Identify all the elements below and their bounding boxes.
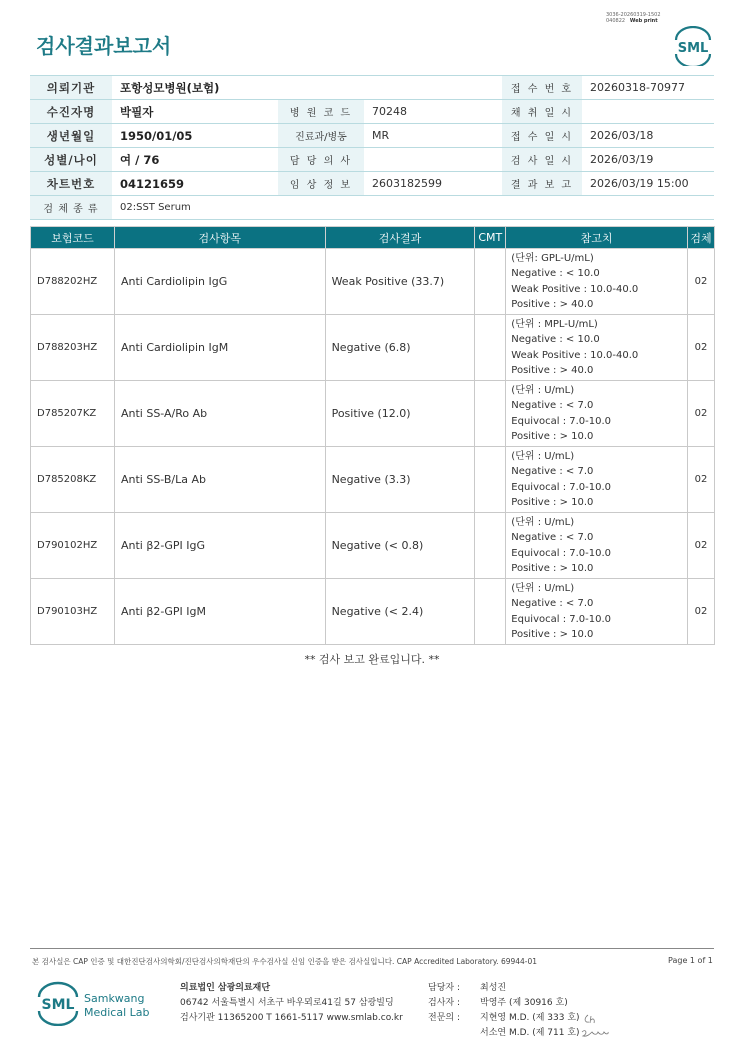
reference-line: Equivocal : 7.0-10.0 [511,613,612,625]
signature-icon [578,1010,618,1040]
test-item-cell: Anti SS-B/La Ab [114,447,325,513]
patient-info-table [30,75,714,220]
birth-date-label: 생년월일 [30,124,112,148]
header-insurance-code: 보험코드 [31,227,115,249]
test-result-cell: Negative (3.3) [325,447,475,513]
requesting-org-label: 의뢰기관 [30,76,112,100]
reference-range-cell [506,315,688,381]
reference-line: Equivocal : 7.0-10.0 [511,481,612,493]
chart-no-value: 04121659 [112,172,278,196]
reference-line: (단위: GPL-U/mL) [511,252,594,264]
cmt-cell [475,315,506,381]
reference-line: Negative : < 7.0 [511,532,594,543]
specimen-label: 검 체 종 류 [30,196,112,220]
test-item-cell: Anti Cardiolipin IgG [114,249,325,315]
certification-note: 본 검사실은 CAP 인증 및 대한진단검사의학회/진단검사의학재단의 우수검사실 신임 인증을 받은 검사실입니다. CAP Accredited Laboratory. 69944-01 [32,957,538,966]
reference-line: (단위 : MPL-U/mL) [511,318,598,330]
staff-role: 담당자 : [428,983,460,993]
test-date-label: 검 사 일 시 [502,148,582,172]
reference-line: Negative : < 7.0 [511,466,594,477]
staff-row [428,1026,580,1041]
header-reference: 참고치 [506,227,688,249]
reference-line: Positive : > 40.0 [511,299,594,310]
reference-line: Positive : > 40.0 [511,365,594,376]
staff-name: 박영주 (제 30916 호) [480,998,568,1008]
test-item-cell: Anti β2-GPI IgM [114,579,325,645]
test-item-cell: Anti SS-A/Ro Ab [114,381,325,447]
hospital-code-label: 병 원 코 드 [278,100,364,124]
insurance-code-cell: D790103HZ [31,579,115,645]
reference-line: Positive : > 10.0 [511,431,594,442]
patient-name-value: 박필자 [112,100,278,124]
results-header-row [31,227,715,249]
patient-name-label: 수진자명 [30,100,112,124]
report-date-label: 결 과 보 고 [502,172,582,196]
result-row [31,579,715,645]
result-row [31,381,715,447]
footer-logo-name2: Medical Lab [84,1006,150,1019]
collection-date-value [582,100,714,124]
cmt-cell [475,447,506,513]
doctor-label: 담 당 의 사 [278,148,364,172]
reference-line: (단위 : U/mL) [511,384,575,396]
test-result-cell: Negative (6.8) [325,315,475,381]
cmt-cell [475,249,506,315]
staff-name: 지현영 M.D. (제 333 호) [480,1013,580,1023]
cmt-cell [475,579,506,645]
reference-line: Negative : < 10.0 [511,334,600,345]
reference-line: Equivocal : 7.0-10.0 [511,415,612,427]
clinical-info-value: 2603182599 [364,172,502,196]
receipt-date-value: 2026/03/18 [582,124,714,148]
reference-line: Positive : > 10.0 [511,497,594,508]
specimen-cell: 02 [687,249,714,315]
birth-date-value: 1950/01/05 [112,124,278,148]
sml-logo-text: SML [677,41,709,56]
reference-line: (단위 : U/mL) [511,450,575,462]
web-print-label: Web print [629,18,658,24]
staff-info [428,981,580,1041]
report-date-value: 2026/03/19 15:00 [582,172,714,196]
chart-no-label: 차트번호 [30,172,112,196]
cmt-cell [475,381,506,447]
result-row [31,249,715,315]
staff-role: 전문의 : [428,1013,460,1023]
result-row [31,315,715,381]
staff-row [428,981,580,996]
organization-contact: 검사기관 11365200 T 1661-5117 www.smlab.co.kr [180,1013,403,1023]
reference-range-cell [506,381,688,447]
footer-logo-name1: Samkwang [84,992,145,1005]
clinical-info-label: 임 상 정 보 [278,172,364,196]
insurance-code-cell: D785208KZ [31,447,115,513]
insurance-code-cell: D790102HZ [31,513,115,579]
info-row [30,76,714,100]
document-title: 검사결과보고서 [36,34,172,58]
test-item-cell: Anti Cardiolipin IgM [114,315,325,381]
sex-age-value: 여 / 76 [112,148,278,172]
info-row [30,148,714,172]
specimen-cell: 02 [687,315,714,381]
info-row [30,100,714,124]
reference-line: Positive : > 10.0 [511,563,594,574]
sml-logo-icon [672,26,714,66]
reference-range-cell [506,579,688,645]
print-code-line2: 040822 [606,18,626,24]
page-number: Page 1 of 1 [668,956,713,965]
reference-line: (단위 : U/mL) [511,516,575,528]
header-test-result: 검사결과 [325,227,475,249]
print-code [606,12,661,24]
organization-address: 06742 서울특별시 서초구 바우뫼로41길 57 삼광빌딩 [180,998,394,1008]
department-label: 진료과/병동 [278,124,364,148]
result-row [31,513,715,579]
header-specimen: 검체 [687,227,714,249]
staff-name: 서소연 M.D. (제 711 호) [480,1028,580,1038]
results-table [30,226,715,645]
staff-row [428,1011,580,1026]
header-test-item: 검사항목 [114,227,325,249]
reference-line: Negative : < 7.0 [511,400,594,411]
print-code-line1: 3036-20260319-1502 [606,12,661,18]
sex-age-label: 성별/나이 [30,148,112,172]
test-item-cell: Anti β2-GPI IgG [114,513,325,579]
cmt-cell [475,513,506,579]
test-result-cell: Negative (< 2.4) [325,579,475,645]
specimen-cell: 02 [687,447,714,513]
staff-name: 최성진 [480,983,507,993]
specimen-cell: 02 [687,513,714,579]
reference-line: Equivocal : 7.0-10.0 [511,547,612,559]
doctor-value [364,148,502,172]
specimen-cell: 02 [687,579,714,645]
info-row [30,172,714,196]
test-result-cell: Positive (12.0) [325,381,475,447]
info-row [30,196,714,220]
footer-divider [30,948,714,949]
department-value: MR [364,124,502,148]
reference-line: Weak Positive : 10.0-40.0 [511,283,639,295]
reference-range-cell [506,447,688,513]
reference-line: Weak Positive : 10.0-40.0 [511,349,639,361]
staff-row [428,996,580,1011]
insurance-code-cell: D788203HZ [31,315,115,381]
receipt-date-label: 접 수 일 시 [502,124,582,148]
reference-range-cell [506,513,688,579]
reference-line: (단위 : U/mL) [511,582,575,594]
reference-line: Negative : < 10.0 [511,268,600,279]
footer-logo-sml: SML [41,997,75,1013]
organization-name: 의료법인 삼광의료재단 [180,983,271,993]
insurance-code-cell: D785207KZ [31,381,115,447]
receipt-no-label: 접 수 번 호 [502,76,582,100]
header-cmt: CMT [475,227,506,249]
test-result-cell: Weak Positive (33.7) [325,249,475,315]
requesting-org-value: 포항성모병원(보험) [112,76,502,100]
samkwang-logo-icon [36,980,156,1026]
insurance-code-cell: D788202HZ [31,249,115,315]
organization-info [180,981,403,1026]
receipt-no-value: 20260318-70977 [582,76,714,100]
collection-date-label: 채 취 일 시 [502,100,582,124]
result-row [31,447,715,513]
reference-line: Negative : < 7.0 [511,598,594,609]
staff-role: 검사자 : [428,998,460,1008]
test-date-value: 2026/03/19 [582,148,714,172]
reference-range-cell [506,249,688,315]
specimen-value: 02:SST Serum [112,196,714,220]
report-complete-message: ** 검사 보고 완료입니다. ** [304,653,440,666]
reference-line: Positive : > 10.0 [511,629,594,640]
hospital-code-value: 70248 [364,100,502,124]
info-row [30,124,714,148]
test-result-cell: Negative (< 0.8) [325,513,475,579]
specimen-cell: 02 [687,381,714,447]
